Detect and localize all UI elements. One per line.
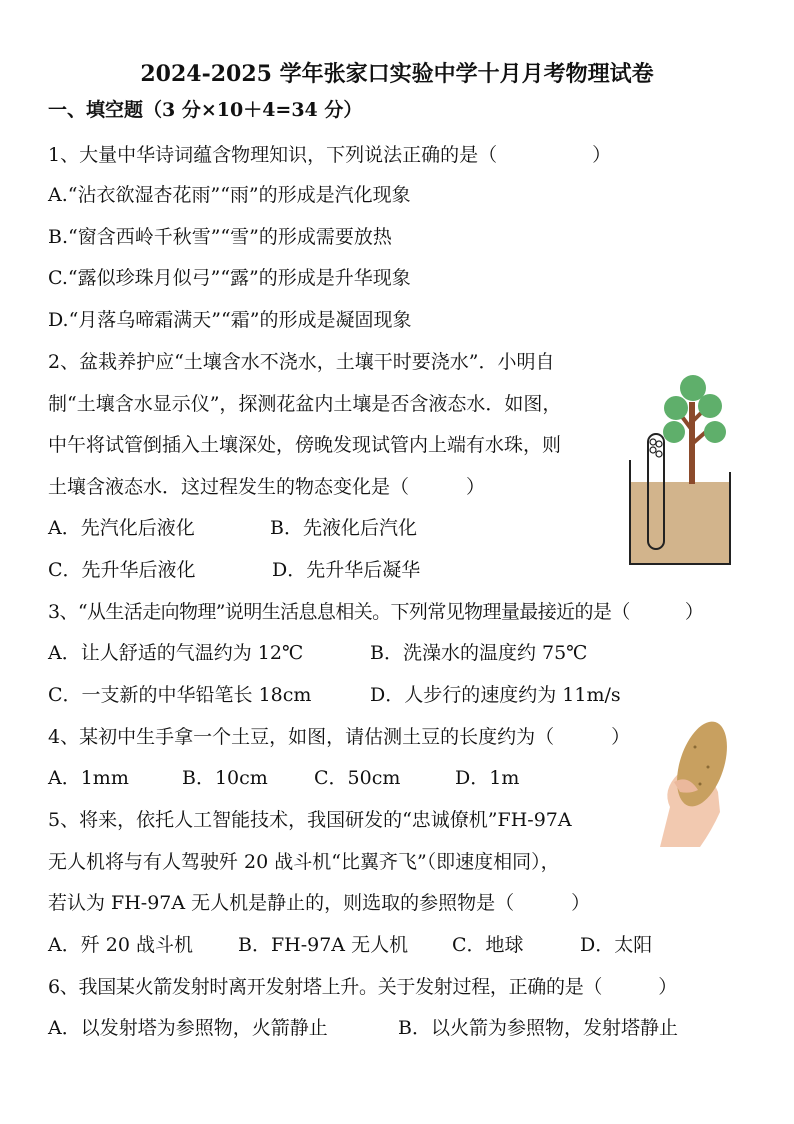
question-2-option-d: D．先升华后凝华 bbox=[272, 559, 421, 581]
question-6-stem: 6、我国某火箭发射时离开发射塔上升。关于发射过程，正确的是（ ） bbox=[48, 976, 677, 998]
question-4-option-c: C．50cm bbox=[314, 767, 401, 789]
question-6-option-b: B．以火箭为参照物，发射塔静止 bbox=[398, 1017, 678, 1039]
question-1-option-d: D.“月落乌啼霜满天”“霜”的形成是凝固现象 bbox=[48, 309, 412, 331]
question-6-option-a: A．以发射塔为参照物，火箭静止 bbox=[48, 1017, 328, 1039]
question-5-line-3: 若认为 FH-97A 无人机是静止的，则选取的参照物是（ ） bbox=[48, 892, 591, 914]
question-3-option-b: B．洗澡水的温度约 75℃ bbox=[370, 642, 588, 664]
question-2-line-3: 中午将试管倒插入土壤深处，傍晚发现试管内上端有水珠，则 bbox=[48, 434, 562, 456]
question-2-line-4: 土壤含液态水．这过程发生的物态变化是（ ） bbox=[48, 476, 486, 498]
question-5-option-d: D．太阳 bbox=[580, 934, 653, 956]
section-heading: 一、填空题（3 分×10＋4=34 分） bbox=[48, 99, 363, 121]
question-5-option-a: A．歼 20 战斗机 bbox=[48, 934, 193, 956]
question-2-line-2: 制“土壤含水显示仪”，探测花盆内土壤是否含液态水．如图， bbox=[48, 393, 562, 415]
question-2-line-1: 2、盆栽养护应“土壤含水不浇水，土壤干时要浇水”．小明自 bbox=[48, 351, 555, 373]
question-1-stem: 1、大量中华诗词蕴含物理知识，下列说法正确的是（ ） bbox=[48, 144, 612, 166]
question-3-option-c: C．一支新的中华铅笔长 18cm bbox=[48, 684, 312, 706]
question-1-option-b: B.“窗含西岭千秋雪”“雪”的形成需要放热 bbox=[48, 226, 392, 248]
question-4-stem: 4、某初中生手拿一个土豆，如图，请估测土豆的长度约为（ ） bbox=[48, 726, 631, 748]
question-5-line-1: 5、将来，依托人工智能技术，我国研发的“忠诚僚机”FH-97A bbox=[48, 809, 572, 831]
question-5-option-c: C．地球 bbox=[452, 934, 524, 956]
question-2-option-c: C．先升华后液化 bbox=[48, 559, 196, 581]
question-4-option-b: B．10cm bbox=[182, 767, 268, 789]
soil-moisture-figure bbox=[620, 372, 740, 572]
question-3-option-d: D．人步行的速度约为 11m/s bbox=[370, 684, 621, 706]
tree bbox=[663, 375, 726, 484]
question-5-option-b: B．FH-97A 无人机 bbox=[238, 934, 409, 956]
soil bbox=[630, 482, 730, 564]
question-3-option-a: A．让人舒适的气温约为 12℃ bbox=[48, 642, 304, 664]
question-2-option-b: B．先液化后汽化 bbox=[270, 517, 417, 539]
question-4-option-a: A．1mm bbox=[48, 767, 129, 789]
question-1-option-c: C.“露似珍珠月似弓”“露”的形成是升华现象 bbox=[48, 267, 411, 289]
question-2-option-a: A．先汽化后液化 bbox=[48, 517, 195, 539]
question-4-option-d: D．1m bbox=[455, 767, 520, 789]
page-title: 2024-2025 学年张家口实验中学十月月考物理试卷 bbox=[140, 61, 654, 87]
question-5-line-2: 无人机将与有人驾驶歼 20 战斗机“比翼齐飞”（即速度相同）， bbox=[48, 851, 560, 873]
hand-holding-potato-figure bbox=[640, 712, 740, 847]
question-1-option-a: A.“沾衣欲湿杏花雨”“雨”的形成是汽化现象 bbox=[48, 184, 411, 206]
question-3-stem: 3、“从生活走向物理”说明生活息息相关。下列常见物理量最接近的是（ ） bbox=[48, 601, 704, 623]
